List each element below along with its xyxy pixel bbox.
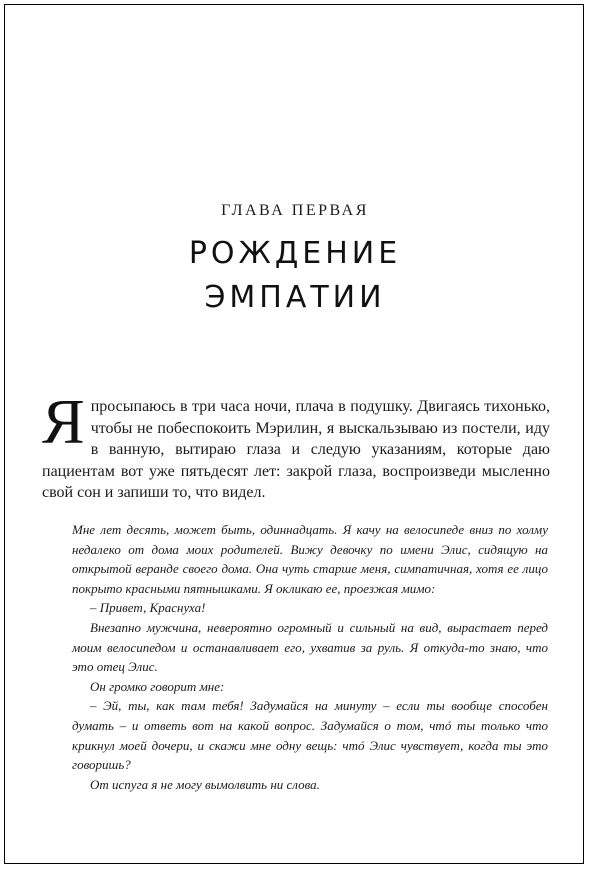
- dream-paragraph: От испуга я не могу вымолвить ни слова.: [90, 776, 320, 792]
- chapter-title-line-1: РОЖДЕНИЕ: [188, 236, 402, 271]
- chapter-title-line-2: ЭМПАТИИ: [204, 280, 386, 315]
- chapter-label: ГЛАВА ПЕРВАЯ: [221, 202, 369, 219]
- dream-paragraph: – Эй, ты, как там тебя! Задумайся на минуту – если ты вообще способен думать – и ответь вот на какой вопрос. Задумайся о том, чтó ты только что крикнул моей дочери, и скажи мне одну вещь: чтó Элис чувствует, когда ты это говоришь?: [72, 698, 548, 773]
- dream-passage: [72, 520, 548, 794]
- dream-paragraph: Внезапно мужчина, невероятно огромный и сильный на вид, вырастает перед моим велосипедом и останавливает его, ухватив за руль. Я откуда-то знаю, что это отец Элис.: [72, 619, 548, 675]
- intro-text: просыпаюсь в три часа ночи, плача в подушку. Двигаясь тихонько, чтобы не побеспокоить Мэрилин, я выскальзываю из постели, иду в ванную, вытираю глаза и следую указаниям, которые даю пациентам вот уже пятьдесят лет: закрой глаза, воспроизведи мысленно свой сон и запиши то, что видел.: [42, 398, 550, 501]
- dream-paragraph: Мне лет десять, может быть, одиннадцать. Я качу на велосипеде вниз по холму недалеко от дома моих родителей. Вижу девочку по имени Элис, сидящую на открытой веранде своего дома. Она чуть старше меня, симпатичная, хотя ее лицо покрыто красными пятнышками. Я окликаю ее, проезжая мимо:: [72, 522, 548, 596]
- chapter-title: [0, 232, 590, 320]
- intro-paragraph: [42, 386, 550, 504]
- dream-paragraph: Он громко говорит мне:: [90, 678, 225, 694]
- dream-paragraph: – Привет, Краснуха!: [90, 600, 206, 616]
- drop-cap: Я: [42, 386, 85, 457]
